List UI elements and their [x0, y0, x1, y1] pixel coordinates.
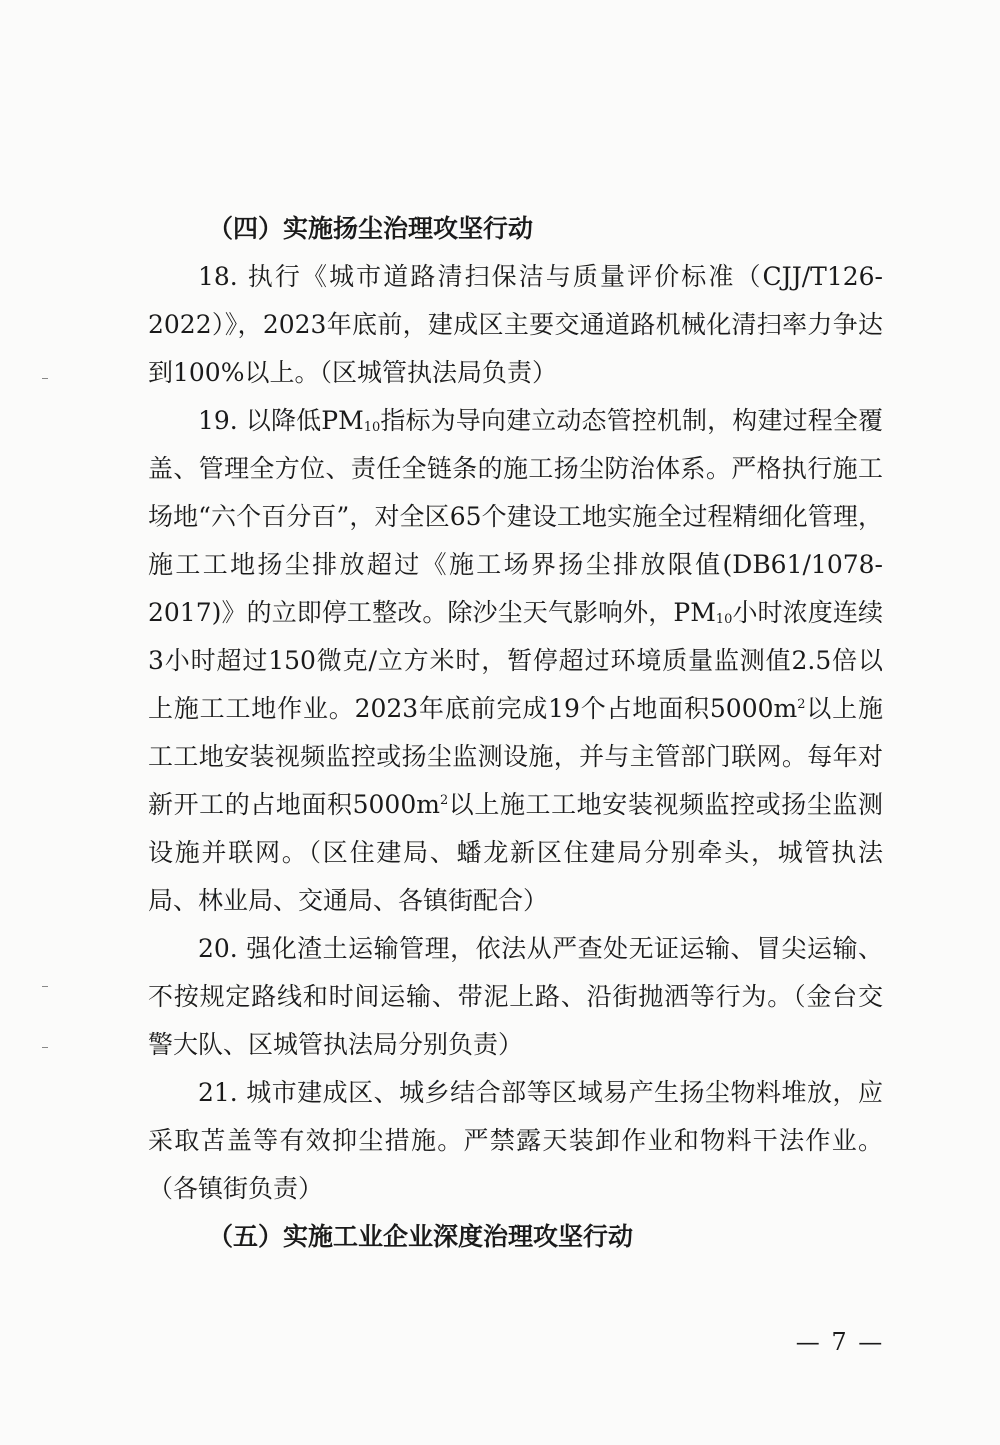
document-body	[148, 205, 883, 1261]
paragraph-item-21: 21. 城市建成区、城乡结合部等区域易产生扬尘物料堆放，应采取苫盖等有效抑尘措施。严禁露天装卸作业和物料干法作业。（各镇街负责）	[148, 1078, 883, 1203]
scan-mark	[42, 986, 48, 987]
paragraph-item-18: 18. 执行《城市道路清扫保洁与质量评价标准（CJJ/T126-2022）》，2023年底前，建成区主要交通道路机械化清扫率力争达到100%以上。（区城管执法局负责）	[148, 262, 883, 387]
section-heading-5: （五）实施工业企业深度治理攻坚行动	[208, 1222, 634, 1251]
scan-mark	[42, 378, 48, 379]
paragraph-item-19: 19. 以降低$PM_{10}$指标为导向建立动态管控机制，构建过程全覆盖、管理全方位、责任全链条的施工扬尘防治体系。严格执行施工场地“六个百分百”，对全区65个建设工地实施全过程精细化管理，施工工地扬尘排放超过《施工场界扬尘排放限值(DB61/1078-2017)》的立即停工整改。除沙尘天气影响外，$PM_{10}$小时浓度连续3小时超过150微克/立方米时，暂停超过环境质量监测值2.5倍以上施工工地作业。2023年底前完成19个占地面积$5000m^2$以上施工工地安装视频监控或扬尘监测设施，并与主管部门联网。每年对新开工的占地面积$5000m^2$以上施工工地安装视频监控或扬尘监测设施并联网。（区住建局、蟠龙新区住建局分别牵头，城管执法局、林业局、交通局、各镇街配合）	[148, 406, 883, 915]
section-heading-4: （四）实施扬尘治理攻坚行动	[208, 214, 534, 243]
scan-mark	[42, 1047, 48, 1048]
page-number: — 7 —	[795, 1328, 885, 1356]
paragraph-item-20: 20. 强化渣土运输管理，依法从严查处无证运输、冒尖运输、不按规定路线和时间运输、带泥上路、沿街抛洒等行为。（金台交警大队、区城管执法局分别负责）	[148, 934, 883, 1059]
